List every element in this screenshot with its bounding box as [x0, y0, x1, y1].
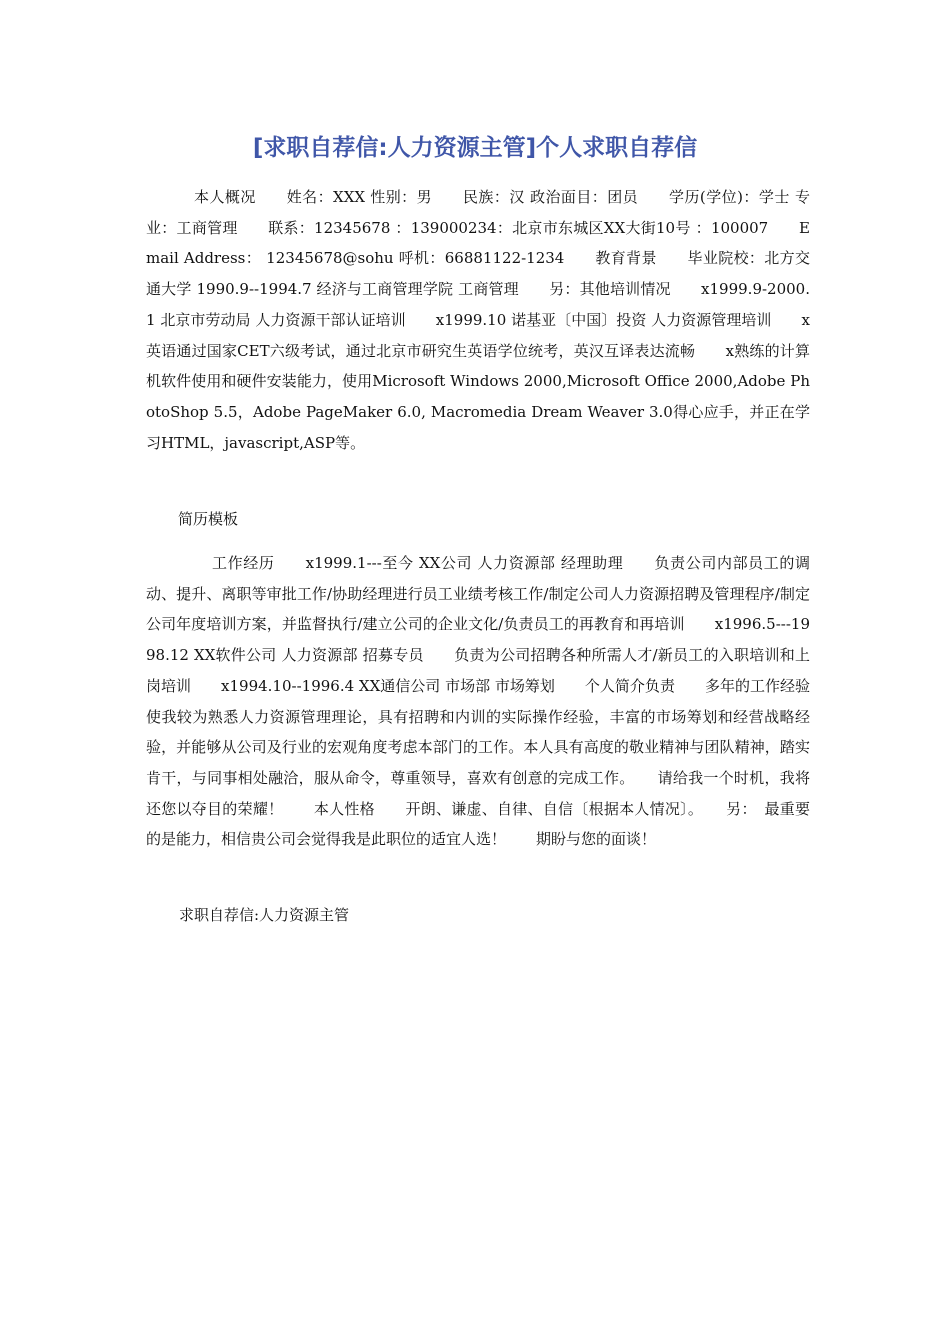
closing-line: 求职自荐信:人力资源主管	[179, 906, 350, 924]
resume-template-heading: 简历模板	[178, 510, 239, 528]
work-experience-paragraph: 工作经历 x1999.1---至今 XX公司 人力资源部 经理助理 负责公司内部员工的调动、提升、离职等审批工作/协助经理进行员工业绩考核工作/制定公司人力资源招聘及管理程序/制定公司年度培训方案，并监督执行/建立公司的企业文化/负责员工的再教育和再培训 x1996.5---1998.12 XX软件公司 人力资源部 招募专员 负责为公司招聘各种所需人才/新员工的入职培训和上岗培训 x1994.10--1996.4 XX通信公司 市场部 市场筹划 个人简介负责 多年的工作经验使我较为熟悉人力资源管理理论，具有招聘和内训的实际操作经验，丰富的市场筹划和经营战略经验，并能够从公司及行业的宏观角度考虑本部门的工作。本人具有高度的敬业精神与团队精神，踏实肯干，与同事相处融洽，服从命令，尊重领导，喜欢有创意的完成工作。 请给我一个时机，我将还您以夺目的荣耀！ 本人性格 开朗、谦虚、自律、自信〔根据本人情况〕。 另： 最重要的是能力，相信贵公司会觉得我是此职位的适宜人选！ 期盼与您的面谈！	[146, 554, 810, 849]
document-title: [求职自荐信:人力资源主管]个人求职自荐信	[252, 135, 698, 161]
personal-overview-paragraph: 本人概况 姓名：XXX 性别：男 民族：汉 政治面目：团员 学历(学位)：学士 专业：工商管理 联系：12345678 ：139000234：北京市东城区XX大街10号 ：100007 Email Address： 12345678@sohu 呼机：66881122-1234 教育背景 毕业院校：北方交通大学 1990.9--1994.7 经济与工商管理学院 工商管理 另：其他培训情况 x1999.9-2000.1 北京市劳动局 人力资源干部认证培训 x1999.10 诺基亚〔中国〕投资 人力资源管理培训 x英语通过国家CET六级考试，通过北京市研究生英语学位统考，英汉互译表达流畅 x熟练的计算机软件使用和硬件安装能力，使用Microsoft Windows 2000,Microsoft Office 2000,Adobe PhotoShop 5.5，Adobe PageMaker 6.0, Macromedia Dream Weaver 3.0得心应手，并正在学习HTML，javascript,ASP等。	[146, 188, 810, 452]
